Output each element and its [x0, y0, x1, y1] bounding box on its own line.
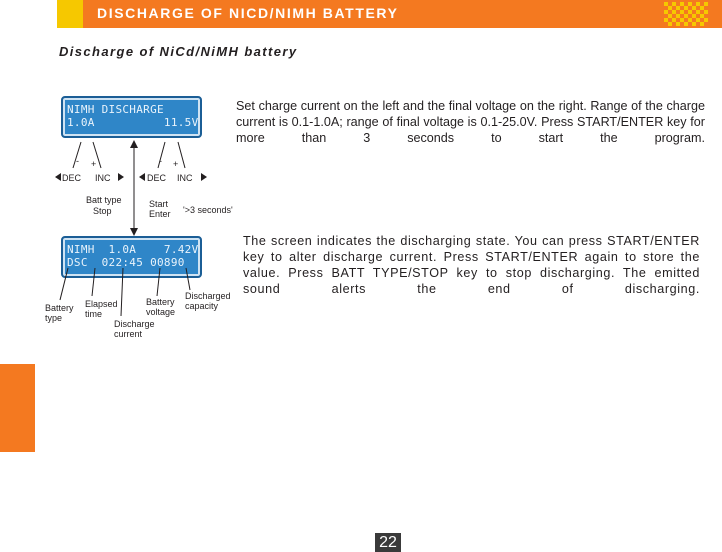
- page-number: 22: [375, 533, 401, 552]
- hold-note: '>3 seconds': [183, 205, 233, 215]
- callout-discharge-current: Discharge current: [114, 319, 155, 339]
- right-minus-label: -: [159, 156, 162, 166]
- subtitle: Discharge of NiCd/NiMH battery: [59, 44, 298, 59]
- lcd2-line2: DSC 022:45 00890: [67, 256, 185, 269]
- callout-discharged-capacity: Discharged capacity: [185, 291, 231, 311]
- lcd1-line1: NIMH DISCHARGE: [67, 103, 164, 116]
- paragraph-setup: Set charge current on the left and the final voltage on the right. Range of the charge current is 0.1-1.0A; range of final voltage is 0.1-25.0V. Press START/ENTER key for more than 3 seconds to start the program.: [236, 99, 705, 145]
- start-label: Start: [149, 199, 169, 209]
- paragraph-status: The screen indicates the discharging state. You can press START/ENTER key to alter discharge current. Press START/ENTER again to store the value. Press BATT TYPE/STOP key to stop discharging. The emitted sound alerts the end of discharging.: [243, 234, 700, 296]
- enter-label: Enter: [149, 209, 171, 219]
- stop-label: Stop: [93, 206, 112, 216]
- batt-type-label: Batt type: [86, 195, 122, 205]
- left-plus-label: +: [91, 159, 97, 169]
- right-inc-label: INC: [177, 173, 193, 183]
- callout-elapsed-time: Elapsed time: [85, 299, 118, 319]
- right-plus-label: +: [173, 159, 179, 169]
- callout-battery-type: Battery type: [45, 303, 74, 323]
- lcd1-line2: 1.0A 11.5V: [67, 116, 199, 129]
- left-minus-label: -: [76, 156, 79, 166]
- section-title: DISCHARGE OF NICD/NIMH BATTERY: [97, 5, 399, 21]
- left-inc-label: INC: [95, 173, 111, 183]
- callout-battery-voltage: Battery voltage: [146, 297, 176, 317]
- right-dec-label: DEC: [147, 173, 167, 183]
- left-dec-label: DEC: [62, 173, 82, 183]
- lcd2-line1: NIMH 1.0A 7.42V: [67, 243, 199, 256]
